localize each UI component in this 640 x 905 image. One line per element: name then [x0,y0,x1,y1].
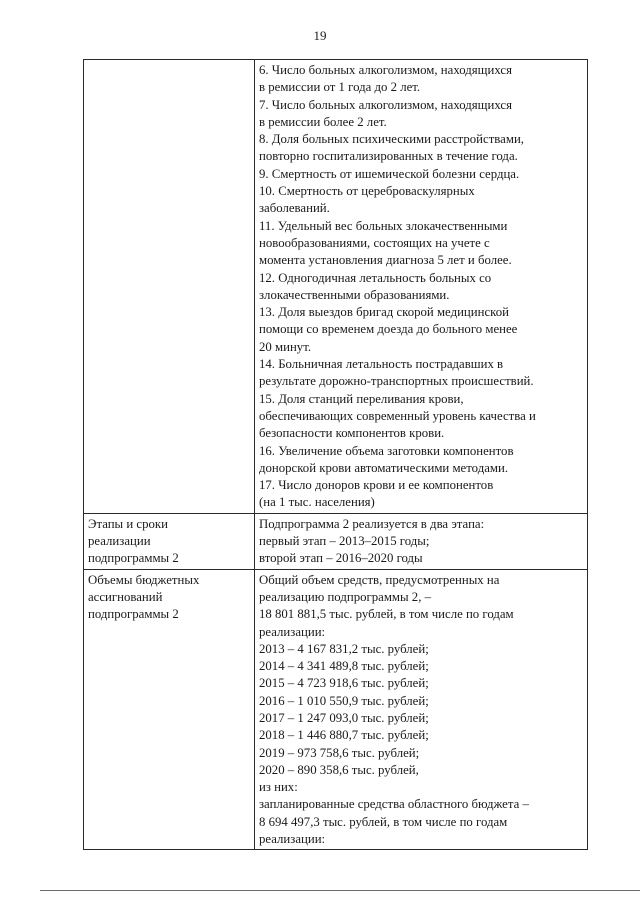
indicator-line: новообразованиями, состоящих на учете с [259,235,490,250]
budget-line: 2020 – 890 358,6 тыс. рублей, [259,762,419,777]
row-label-line: ассигнований [88,589,163,604]
budget-line: реализации: [259,624,326,639]
indicator-line: донорской крови автоматическими методами. [259,460,509,475]
indicator-line: в ремиссии более 2 лет. [259,114,387,129]
row-label-line: подпрограммы 2 [88,607,179,622]
budget-line: 2014 – 4 341 489,8 тыс. рублей; [259,659,429,674]
table-row [84,569,588,850]
budget-line: 2019 – 973 758,6 тыс. рублей; [259,745,420,760]
indicator-line: 17. Число доноров крови и ее компонентов [259,478,494,493]
indicator-line: повторно госпитализированных в течение года. [259,149,518,164]
indicator-line: 16. Увеличение объема заготовки компонентов [259,443,514,458]
table-row [84,513,588,569]
budget-line: 2013 – 4 167 831,2 тыс. рублей; [259,641,429,656]
budget-line: реализацию подпрограммы 2, – [259,589,432,604]
stages-label-cell [84,513,255,569]
indicator-line: 14. Больничная летальность пострадавших в [259,357,504,372]
budget-line: Общий объем средств, предусмотренных на [259,572,500,587]
indicator-line: 12. Одногодичная летальность больных со [259,270,492,285]
indicator-line: обеспечивающих современный уровень качества и [259,408,536,423]
stage-line: второй этап – 2016–2020 годы [259,551,423,566]
indicator-line: 15. Доля станций переливания крови, [259,391,464,406]
indicator-line: 20 минут. [259,339,312,354]
budget-line: 18 801 881,5 тыс. рублей, в том числе по годам [259,607,514,622]
budget-line: 2015 – 4 723 918,6 тыс. рублей; [259,676,429,691]
budget-line: 8 694 497,3 тыс. рублей, в том числе по годам [259,814,508,829]
indicator-line: 9. Смертность от ишемической болезни сердца. [259,166,520,181]
indicator-line: (на 1 тыс. населения) [259,495,375,510]
budget-label-cell [84,569,255,850]
budget-line: 2016 – 1 010 550,9 тыс. рублей; [259,693,429,708]
indicator-line: 10. Смертность от цереброваскулярных [259,184,475,199]
budget-line: реализации: [259,832,326,847]
indicator-line: 8. Доля больных психическими расстройствами, [259,132,524,147]
indicator-line: результате дорожно-транспортных происшествий. [259,374,534,389]
table-row [84,60,588,514]
budget-line: 2017 – 1 247 093,0 тыс. рублей; [259,710,429,725]
row-label-line: Этапы и сроки [88,516,168,531]
budget-line: 2018 – 1 446 880,7 тыс. рублей; [259,728,429,743]
budget-line: запланированные средства областного бюджета – [259,797,529,812]
indicators-cell [255,60,588,514]
page-number: 19 [313,28,327,43]
row-label-line: Объемы бюджетных [88,572,200,587]
indicator-line: 11. Удельный вес больных злокачественными [259,218,508,233]
stage-line: первый этап – 2013–2015 годы; [259,534,430,549]
budget-line: из них: [259,780,298,795]
indicator-line: помощи со временем доезда до больного менее [259,322,518,337]
indicator-line: 13. Доля выездов бригад скорой медицинской [259,305,509,320]
indicator-line: 7. Число больных алкоголизмом, находящихся [259,97,512,112]
stages-value-cell [255,513,588,569]
indicators-label-cell [84,60,255,514]
page-bottom-rule [40,890,640,891]
stage-line: Подпрограмма 2 реализуется в два этапа: [259,516,485,531]
row-label-line: подпрограммы 2 [88,551,179,566]
indicator-line: безопасности компонентов крови. [259,426,445,441]
indicator-line: 6. Число больных алкоголизмом, находящихся [259,63,512,77]
indicator-line: момента установления диагноза 5 лет и более. [259,253,512,268]
indicator-line: в ремиссии от 1 года до 2 лет. [259,80,421,95]
indicator-line: злокачественными образованиями. [259,287,450,302]
budget-value-cell [255,569,588,850]
subprogram-passport-table [83,59,588,850]
indicator-line: заболеваний. [259,201,330,216]
row-label-line: реализации [88,534,151,549]
